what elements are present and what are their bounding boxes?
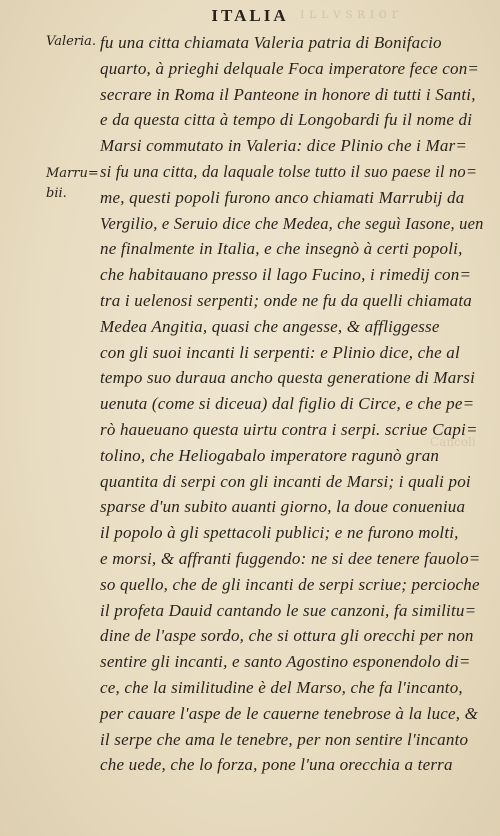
text-line: si fu una citta, da laquale tolse tutto il suo paese il no= xyxy=(100,161,478,181)
text-line: e morsi, & affranti fuggendo: ne si dee tenere fauolo= xyxy=(100,548,481,568)
text-line: Marsi commutato in Valeria: dice Plinio che i Mar= xyxy=(100,136,468,156)
text-line: con gli suoi incanti li serpenti: e Plinio dice, che al xyxy=(100,342,460,362)
margin-note-marrubii xyxy=(46,167,99,201)
text-line: che habitauano presso il lago Fucino, i rimedij con= xyxy=(100,265,472,285)
show-through-mark-2: Cancoli xyxy=(430,435,476,449)
text-line: e da questa citta à tempo di Longobardi fu il nome di xyxy=(100,110,473,130)
text-line: fu una citta chiamata Valeria patria di Bonifacio xyxy=(100,33,442,52)
margin-note-valeria: Valeria. xyxy=(46,34,97,49)
text-line: che uede, che lo forza, pone l'una orecchia a terra xyxy=(100,755,453,775)
text-line: ne finalmente in Italia, e che insegnò à certi popoli, xyxy=(100,239,463,259)
text-line: so quello, che de gli incanti de serpi scriue; percioche xyxy=(100,574,480,594)
text-line: il popolo à gli spettacoli publici; e ne furono molti, xyxy=(100,523,459,543)
running-title: ITALIA xyxy=(211,6,289,25)
text-line: tra i uelenosi serpenti; onde ne fu da quelli chiamata xyxy=(100,290,472,310)
text-line: ce, che la similitudine è del Marso, che fa l'incanto, xyxy=(100,677,463,697)
text-line: rò haueuano questa uirtu contra i serpi. scriue Capi= xyxy=(100,419,478,439)
text-line: tempo suo duraua ancho questa generatione di Marsi xyxy=(100,368,475,388)
main-text-block xyxy=(100,30,484,778)
show-through-mark: ɪ ʟ ʟ ᴠ s ʀ ɪ ᴏ r xyxy=(300,6,399,22)
text-line: secrare in Roma il Panteone in honore di tutti i Santi, xyxy=(100,84,476,104)
text-line: dine de l'aspe sordo, che si ottura gli orecchi per non xyxy=(100,626,474,646)
text-line: Vergilio, e Seruio dice che Medea, che seguì Iasone, uen xyxy=(100,213,484,233)
text-line: quarto, à prieghi delquale Foca imperatore fece con= xyxy=(100,58,480,78)
text-line: quantita di serpi con gli incanti de Marsi; i quali poi xyxy=(100,471,471,491)
text-line: il profeta Dauid cantando le sue canzoni, fa similitu= xyxy=(100,600,477,620)
text-line: per cauare l'aspe de le cauerne tenebrose à la luce, & xyxy=(100,703,479,723)
margin-note-line: Marru= xyxy=(46,166,99,181)
margin-note-line: bii. xyxy=(46,186,67,201)
text-line: sentire gli incanti, e santo Agostino esponendolo di= xyxy=(100,652,471,672)
text-line: tolino, che Heliogabalo imperatore ragunò gran xyxy=(100,445,440,465)
text-line: sparse d'un subito auanti giorno, la doue conueniua xyxy=(100,497,466,517)
text-line: uenuta (come si diceua) dal figlio di Circe, e che pe= xyxy=(100,394,475,414)
text-line: Medea Angitia, quasi che angesse, & affliggesse xyxy=(100,316,440,336)
text-line: me, questi popoli furono anco chiamati Marrubij da xyxy=(100,187,465,207)
text-line: il serpe che ama le tenebre, per non sentire l'incanto xyxy=(100,729,469,749)
